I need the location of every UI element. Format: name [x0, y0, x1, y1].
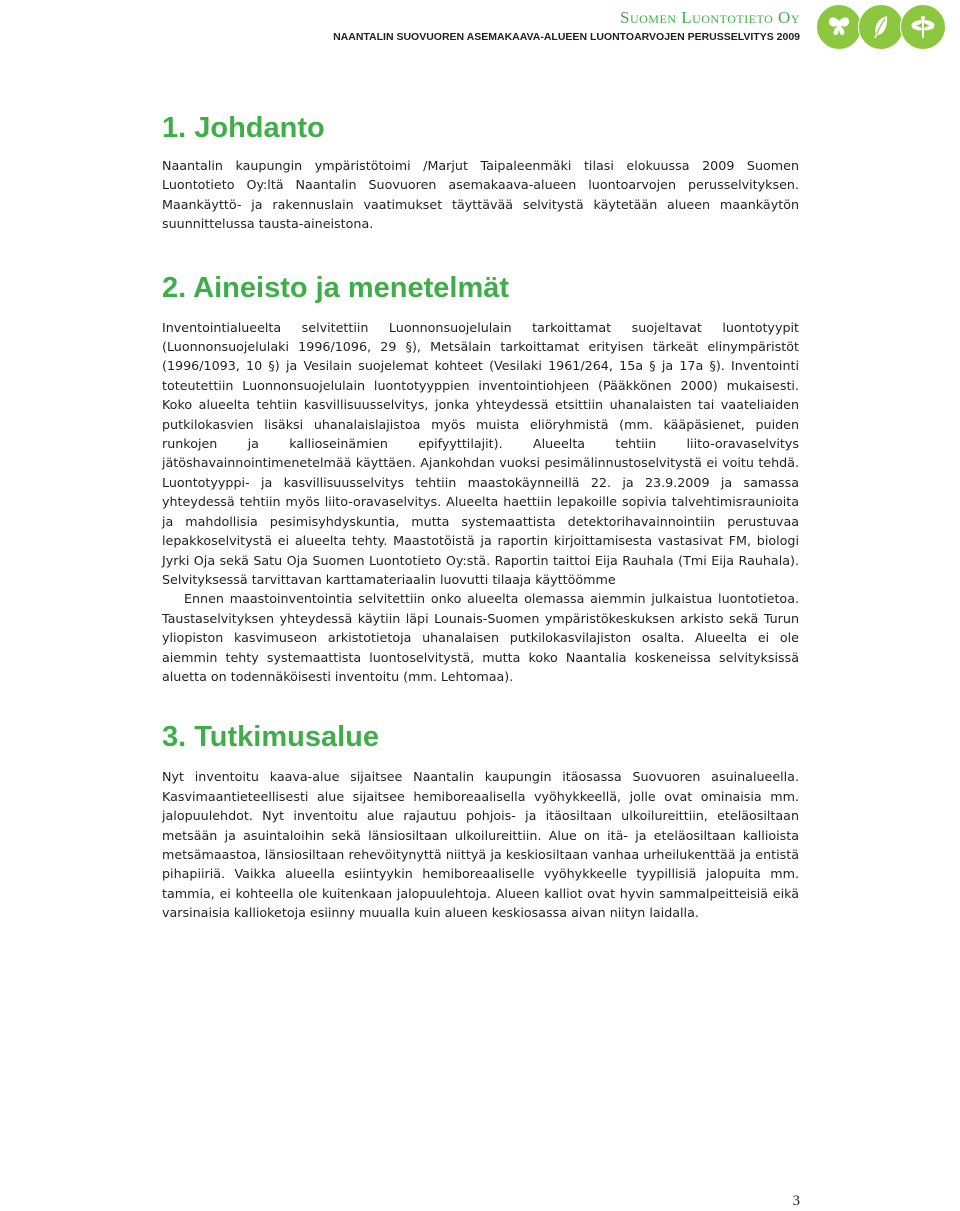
section-title-tutkimusalue: 3. Tutkimusalue: [162, 721, 380, 754]
section-paragraph: Ennen maastoinventointia selvitettiin onko alueelta olemassa aiemmin julkaistua luontotietoa. Taustaselvityksen yhteydessä käytiin läpi Lounais-Suomen ympäristökeskuksen arkisto sekä Turun yliopiston kasvimuseon arkistotietoja uhanalaisen putkilokasvilajiston osalta. Alueelta ei ole aiemmin tehty systemaattista luontoselvitystä, mutta koko Naantalia koskeneissa selvityksissä aluetta on todennäköisesti inventoitu (mm. Lehtomaa).: [162, 591, 799, 684]
section-title-johdanto: 1. Johdanto: [162, 112, 325, 144]
section-paragraph: Nyt inventoitu kaava-alue sijaitsee Naantalin kaupungin itäosassa Suovuoren asuinalueella. Kasvimaantieteellisesti alue sijaitsee hemiboreaalisella vyöhykkeellä, jolle ovat ominaisia mm. jalopuulehdot. Nyt inventoitu alue rajautuu pohjois- ja itäosiltaan ulkoilureittiin, eteläosiltaan metsään ja asuintaloihin sekä länsiosiltaan ulkoilureittiin. Alue on itä- ja eteläosiltaan kallioista metsämaastoa, länsiosiltaan rehevöitynyttä niittyä ja keskiosiltaan vanhaa urheilukenttää ja entistä pihapiiriä. Vaikka alueella esiintyykin hemiboreaaliselle vyöhykkeelle tyypillisiä jalopuita mm. tammia, ei kohteella ole kuitenkaan jalopuulehtoja. Alueen kalliot ovat hyvin sammalpeitteisiä eikä varsinaisia kallioketoja esiinny muualla kuin alueen keskiosassa aivan niityn laidalla.: [162, 769, 799, 921]
brand-name: Suomen Luontotieto Oy: [620, 8, 800, 27]
page-content: [162, 108, 799, 923]
leaf-icon: [858, 4, 904, 50]
logo-group: [820, 4, 946, 52]
section-paragraph: Naantalin kaupungin ympäristötoimi /Marjut Taipaleenmäki tilasi elokuussa 2009 Suomen Luontotieto Oy:ltä Naantalin Suovuoren asemakaava-alueen luontoarvojen perusselvityksen. Maankäyttö- ja rakennuslain vaatimukset täyttävää selvitystä käytetään alueen maankäytön suunnittelussa tausta-aineistona.: [162, 158, 799, 232]
page-number: 3: [792, 1193, 800, 1209]
dragonfly-icon: [900, 4, 946, 50]
section-title-aineisto-ja-menetelmat: 2. Aineisto ja menetelmät: [162, 271, 510, 304]
butterfly-icon: [816, 4, 862, 50]
page-header: [0, 0, 960, 60]
section-paragraph: Inventointialueelta selvitettiin Luonnonsuojelulain tarkoittamat suojeltavat luontotyypit (Luonnonsuojelulaki 1996/1096, 29 §), Metsälain tarkoittamat erityisen tärkeät elinympäristöt (1996/1093, 10 §) ja Vesilain suojelemat kohteet (Vesilaki 1961/264, 15a § ja 17a §). Inventointi toteutettiin Luonnonsuojelulain luontotyyppien inventointiohjeen (Pääkkönen 2000) mukaisesti. Koko alueelta tehtiin kasvillisuusselvitys, jonka yhteydessä etsittiin uhanalaisten tai vaateliaiden putkilokasvien lisäksi uhanalaislajistoa myös muista eliöryhmistä (mm. kääpäsienet, puiden runkojen ja kallioseinämien epifyyttilajit). Alueelta tehtiin liito-oravaselvitys jätöshavainnointimenetelmää käyttäen. Ajankohdan vuoksi pesimälinnustoselvitystä ei voitu tehdä. Luontotyyppi- ja kasvillisuusselvitys tehtiin maastokäynneillä 22. ja 23.9.2009 ja samassa yhteydessä tehtiin myös liito-oravaselvitys. Alueelta haettiin lepakoille sopivia talvehtimisraunioita ja mahdollisia pesimisyhdyskuntia, mutta systemaattista detektorihavainnointiin perustuvaa lepakkoselvitystä ei alueelta tehty. Maastotöistä ja raportin kirjoittamisesta vastasivat FM, biologi Jyrki Oja sekä Satu Oja Suomen Luontotieto Oy:stä. Raportin taittoi Eija Rauhala (Tmi Eija Rauhala). Selvityksessä tarvittavan karttamateriaalin luovutti tilaaja käyttöömme: [162, 319, 799, 587]
report-subtitle: NAANTALIN SUOVUOREN ASEMAKAAVA-ALUEEN LUONTOARVOJEN PERUSSELVITYS 2009: [333, 31, 800, 43]
